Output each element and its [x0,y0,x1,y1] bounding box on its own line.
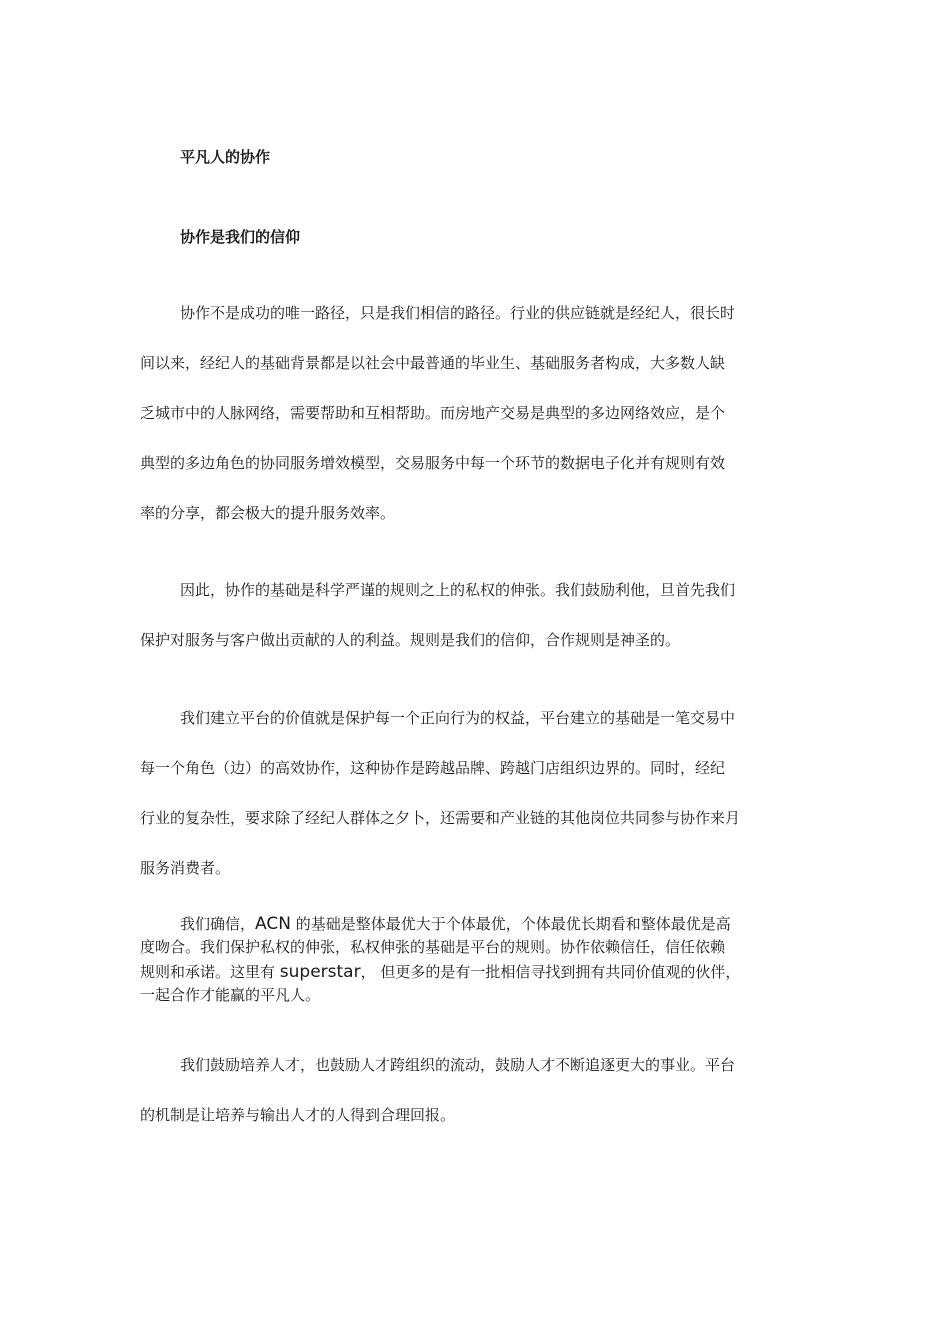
paragraph-4-line-2: 度吻合。我们保护私权的伸张，私权伸张的基础是平台的规则。协作依赖信任，信任依赖 [140,938,726,956]
paragraph-4-line-1-pre: 我们确信， [180,915,256,933]
paragraph-3-line-2: 每一个角色（边）的高效协作，这种协作是跨越品牌、跨越门店组织边界的。同时，经纪 [140,759,726,777]
paragraph-1-line-3: 乏城市中的人脉网络，需要帮助和互相帮助。而房地产交易是典型的多边网络效应，是个 [140,404,726,422]
paragraph-4-line-1-post: 的基础是整体最优大于个体最优，个体最优长期看和整体最优是高 [290,915,731,933]
paragraph-4-line-4: 一起合作才能赢的平凡人。 [140,986,321,1004]
paragraph-3-line-3: 行业的复杂性，要求除了经纪人群体之夕卜，还需要和产业链的其他岗位共同参与协作来月 [140,809,741,827]
paragraph-5-line-1: 我们鼓励培养人才，也鼓励人才跨组织的流动，鼓励人才不断追逐更大的事业。平台 [180,1056,736,1074]
paragraph-4-line-3-pre: 规则和承诺。这里有 [140,963,280,981]
paragraph-4-line-3 [140,962,740,982]
section-heading: 协作是我们的信仰 [180,228,301,246]
paragraph-3-line-1: 我们建立平台的价值就是保护每一个正向行为的权益，平台建立的基础是一笔交易中 [180,709,736,727]
paragraph-2-line-1: 因此，协作的基础是科学严谨的规则之上的私权的伸张。我们鼓励利他，旦首先我们 [180,581,736,599]
paragraph-5-line-2: 的机制是让培养与输出人才的人得到合理回报。 [140,1106,456,1124]
superstar-term: superstar [279,962,361,982]
paragraph-1-line-5: 率的分享，都会极大的提升服务效率。 [140,504,396,522]
document-title: 平凡人的协作 [180,148,271,166]
paragraph-3-line-4: 服务消费者。 [140,859,231,877]
paragraph-1-line-2: 间以来，经纪人的基础背景都是以社会中最普通的毕业生、基础服务者构成，大多数人缺 [140,354,726,372]
paragraph-2-line-2: 保护对服务与客户做出贡献的人的利益。规则是我们的信仰，合作规则是神圣的。 [140,631,681,649]
acn-term: ACN [255,914,291,934]
paragraph-4-line-3-post: ， 但更多的是有一批相信寻找到拥有共同价值观的伙伴， [360,963,741,981]
paragraph-1-line-1: 协作不是成功的唯一路径，只是我们相信的路径。行业的供应链就是经纪人，很长时 [180,304,736,322]
paragraph-1-line-4: 典型的多边角色的协同服务增效模型，交易服务中每一个环节的数据电子化并有规则有效 [140,454,726,472]
paragraph-4-line-1 [180,914,731,934]
